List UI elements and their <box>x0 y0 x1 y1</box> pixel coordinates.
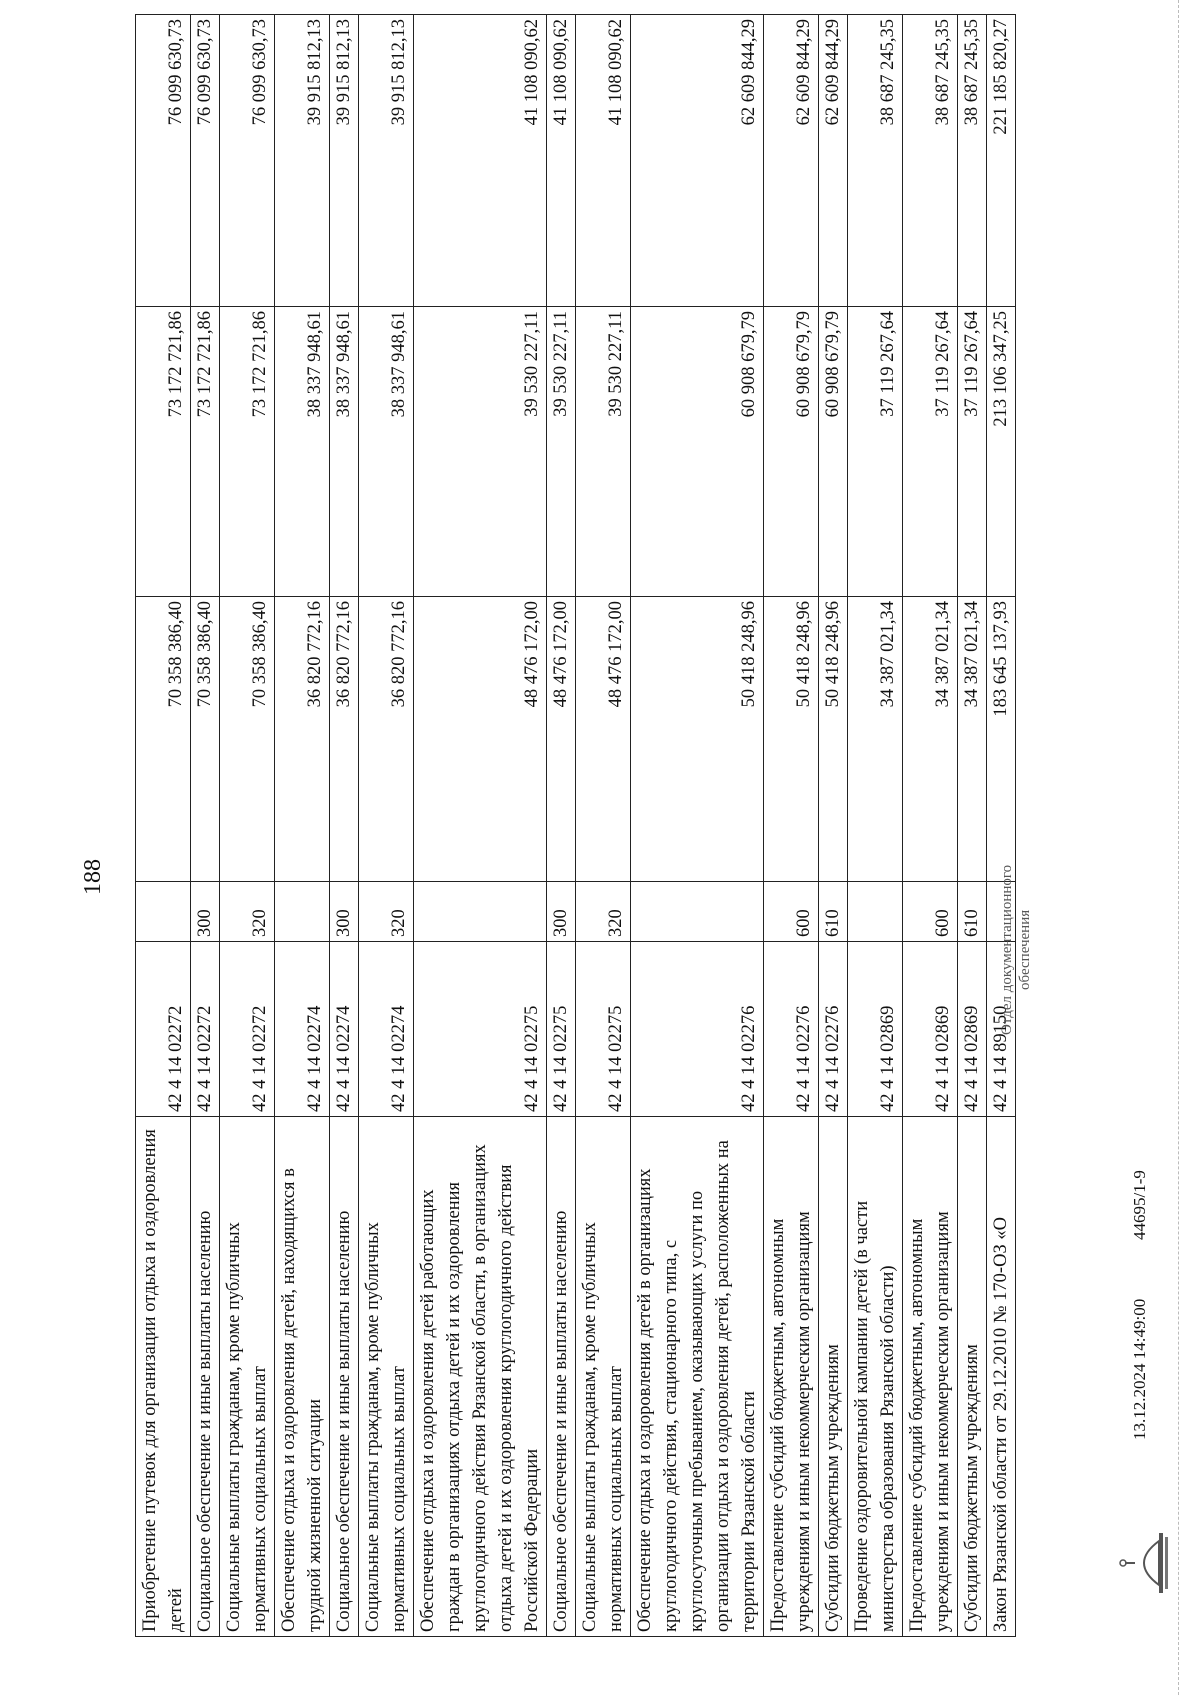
row-code: 42 4 14 02869 <box>848 942 903 1117</box>
table-row <box>330 15 359 1637</box>
table-row <box>903 15 958 1637</box>
row-value-1: 34 387 021,34 <box>903 597 958 882</box>
row-expense-type: 610 <box>819 882 848 942</box>
row-description: Закон Рязанской области от 29.12.2010 № 170-ОЗ «О <box>987 1117 1016 1637</box>
row-value-1: 36 820 772,16 <box>275 597 330 882</box>
row-description: Обеспечение отдыха и оздоровления детей работающих граждан в организациях отдыха детей и их оздоровления круглогодичного действия Рязанской области, в организациях отдыха детей и их оздоровления круглогодичного действия Российской Федерации <box>414 1117 547 1637</box>
table-row <box>576 15 631 1637</box>
row-expense-type <box>848 882 903 942</box>
row-value-1: 48 476 172,00 <box>576 597 631 882</box>
stamp-line-2: обеспечения <box>1017 909 1033 990</box>
row-description: Субсидии бюджетным учреждениям <box>958 1117 987 1637</box>
row-value-2: 38 337 948,61 <box>275 307 330 597</box>
row-value-3: 76 099 630,73 <box>220 15 275 307</box>
row-value-3: 62 609 844,29 <box>819 15 848 307</box>
row-value-3: 39 915 812,13 <box>330 15 359 307</box>
row-description: Приобретение путевок для организации отдыха и оздоровления детей <box>136 1117 191 1637</box>
table-row <box>819 15 848 1637</box>
table-row <box>987 15 1016 1637</box>
table-row <box>191 15 220 1637</box>
table-row <box>958 15 987 1637</box>
row-description: Социальные выплаты гражданам, кроме публичных нормативных социальных выплат <box>220 1117 275 1637</box>
table-row <box>764 15 819 1637</box>
row-expense-type: 300 <box>330 882 359 942</box>
row-expense-type: 600 <box>903 882 958 942</box>
row-value-3: 41 108 090,62 <box>547 15 576 307</box>
row-description: Социальное обеспечение и иные выплаты населению <box>330 1117 359 1637</box>
row-value-3: 62 609 844,29 <box>631 15 764 307</box>
row-value-2: 73 172 721,86 <box>220 307 275 597</box>
row-value-1: 70 358 386,40 <box>220 597 275 882</box>
row-value-2: 37 119 267,64 <box>903 307 958 597</box>
row-value-1: 48 476 172,00 <box>414 597 547 882</box>
row-expense-type: 320 <box>220 882 275 942</box>
row-value-1: 34 387 021,34 <box>848 597 903 882</box>
row-value-2: 73 172 721,86 <box>136 307 191 597</box>
row-expense-type: 320 <box>359 882 414 942</box>
row-value-3: 62 609 844,29 <box>764 15 819 307</box>
row-code: 42 4 14 89150 <box>987 942 1016 1117</box>
row-value-1: 48 476 172,00 <box>547 597 576 882</box>
table-row <box>220 15 275 1637</box>
row-value-2: 37 119 267,64 <box>958 307 987 597</box>
row-code: 42 4 14 02869 <box>958 942 987 1117</box>
table-row <box>359 15 414 1637</box>
row-description: Социальные выплаты гражданам, кроме публичных нормативных социальных выплат <box>359 1117 414 1637</box>
emblem-logo-icon <box>1115 1523 1175 1603</box>
row-value-3: 38 687 245,35 <box>903 15 958 307</box>
footer-date: 13.12.2024 14:49:00 <box>1130 1298 1149 1440</box>
table-row <box>136 15 191 1637</box>
row-value-2: 39 530 227,11 <box>547 307 576 597</box>
row-value-2: 38 337 948,61 <box>330 307 359 597</box>
row-value-3: 221 185 820,27 <box>987 15 1016 307</box>
table-row <box>275 15 330 1637</box>
row-expense-type: 610 <box>958 882 987 942</box>
row-description: Социальное обеспечение и иные выплаты населению <box>191 1117 220 1637</box>
row-value-1: 34 387 021,34 <box>958 597 987 882</box>
row-description: Проведение оздоровительной кампании детей (в части министерства образования Рязанской области) <box>848 1117 903 1637</box>
row-value-1: 50 418 248,96 <box>819 597 848 882</box>
row-value-1: 36 820 772,16 <box>359 597 414 882</box>
row-code: 42 4 14 02275 <box>576 942 631 1117</box>
row-value-2: 39 530 227,11 <box>414 307 547 597</box>
row-value-3: 41 108 090,62 <box>414 15 547 307</box>
row-code: 42 4 14 02869 <box>903 942 958 1117</box>
row-value-1: 50 418 248,96 <box>764 597 819 882</box>
row-value-3: 41 108 090,62 <box>576 15 631 307</box>
table-row <box>848 15 903 1637</box>
row-value-1: 50 418 248,96 <box>631 597 764 882</box>
row-code: 42 4 14 02275 <box>414 942 547 1117</box>
row-expense-type <box>631 882 764 942</box>
row-code: 42 4 14 02272 <box>191 942 220 1117</box>
row-value-2: 60 908 679,79 <box>764 307 819 597</box>
row-code: 42 4 14 02272 <box>136 942 191 1117</box>
row-value-2: 37 119 267,64 <box>848 307 903 597</box>
row-expense-type <box>136 882 191 942</box>
row-value-3: 38 687 245,35 <box>848 15 903 307</box>
row-description: Обеспечение отдыха и оздоровления детей, находящихся в трудной жизненной ситуации <box>275 1117 330 1637</box>
row-value-1: 70 358 386,40 <box>136 597 191 882</box>
scan-artifact-line <box>1178 0 1179 1695</box>
row-value-3: 39 915 812,13 <box>359 15 414 307</box>
budget-table <box>135 14 1016 1637</box>
row-value-2: 60 908 679,79 <box>631 307 764 597</box>
row-code: 42 4 14 02275 <box>547 942 576 1117</box>
table-row <box>547 15 576 1637</box>
row-value-2: 39 530 227,11 <box>576 307 631 597</box>
row-code: 42 4 14 02272 <box>220 942 275 1117</box>
stamp-line-1: Отдел документационного <box>999 864 1015 1035</box>
footer-doc-number: 44695/1-9 <box>1130 1170 1149 1240</box>
row-value-2: 38 337 948,61 <box>359 307 414 597</box>
row-value-3: 76 099 630,73 <box>191 15 220 307</box>
row-value-3: 38 687 245,35 <box>958 15 987 307</box>
page-number: 188 <box>80 859 106 895</box>
row-description: Субсидии бюджетным учреждениям <box>819 1117 848 1637</box>
row-expense-type <box>414 882 547 942</box>
row-value-1: 183 645 137,93 <box>987 597 1016 882</box>
row-description: Предоставление субсидий бюджетным, автономным учреждениям и иным некоммерческим организациям <box>764 1117 819 1637</box>
row-description: Обеспечение отдыха и оздоровления детей в организациях круглогодичного действия, стационарного типа, с круглосуточным пребыванием, оказывающих услуги по организации отдыха и оздоровления детей, расположенных на территории Рязанской области <box>631 1117 764 1637</box>
row-expense-type: 300 <box>547 882 576 942</box>
row-code: 42 4 14 02276 <box>631 942 764 1117</box>
row-value-2: 213 106 347,25 <box>987 307 1016 597</box>
row-description: Социальные выплаты гражданам, кроме публичных нормативных социальных выплат <box>576 1117 631 1637</box>
row-value-2: 60 908 679,79 <box>819 307 848 597</box>
row-value-1: 36 820 772,16 <box>330 597 359 882</box>
row-code: 42 4 14 02274 <box>275 942 330 1117</box>
table-row <box>414 15 547 1637</box>
row-code: 42 4 14 02276 <box>764 942 819 1117</box>
row-code: 42 4 14 02274 <box>330 942 359 1117</box>
budget-table-body <box>136 15 1016 1637</box>
row-expense-type: 300 <box>191 882 220 942</box>
row-code: 42 4 14 02276 <box>819 942 848 1117</box>
row-value-2: 73 172 721,86 <box>191 307 220 597</box>
department-stamp <box>998 865 1034 1035</box>
table-row <box>631 15 764 1637</box>
row-code: 42 4 14 02274 <box>359 942 414 1117</box>
row-expense-type <box>275 882 330 942</box>
row-expense-type: 320 <box>576 882 631 942</box>
row-description: Предоставление субсидий бюджетным, автономным учреждениям и иным некоммерческим организациям <box>903 1117 958 1637</box>
row-value-1: 70 358 386,40 <box>191 597 220 882</box>
row-value-3: 39 915 812,13 <box>275 15 330 307</box>
row-value-3: 76 099 630,73 <box>136 15 191 307</box>
row-expense-type: 600 <box>764 882 819 942</box>
row-description: Социальное обеспечение и иные выплаты населению <box>547 1117 576 1637</box>
